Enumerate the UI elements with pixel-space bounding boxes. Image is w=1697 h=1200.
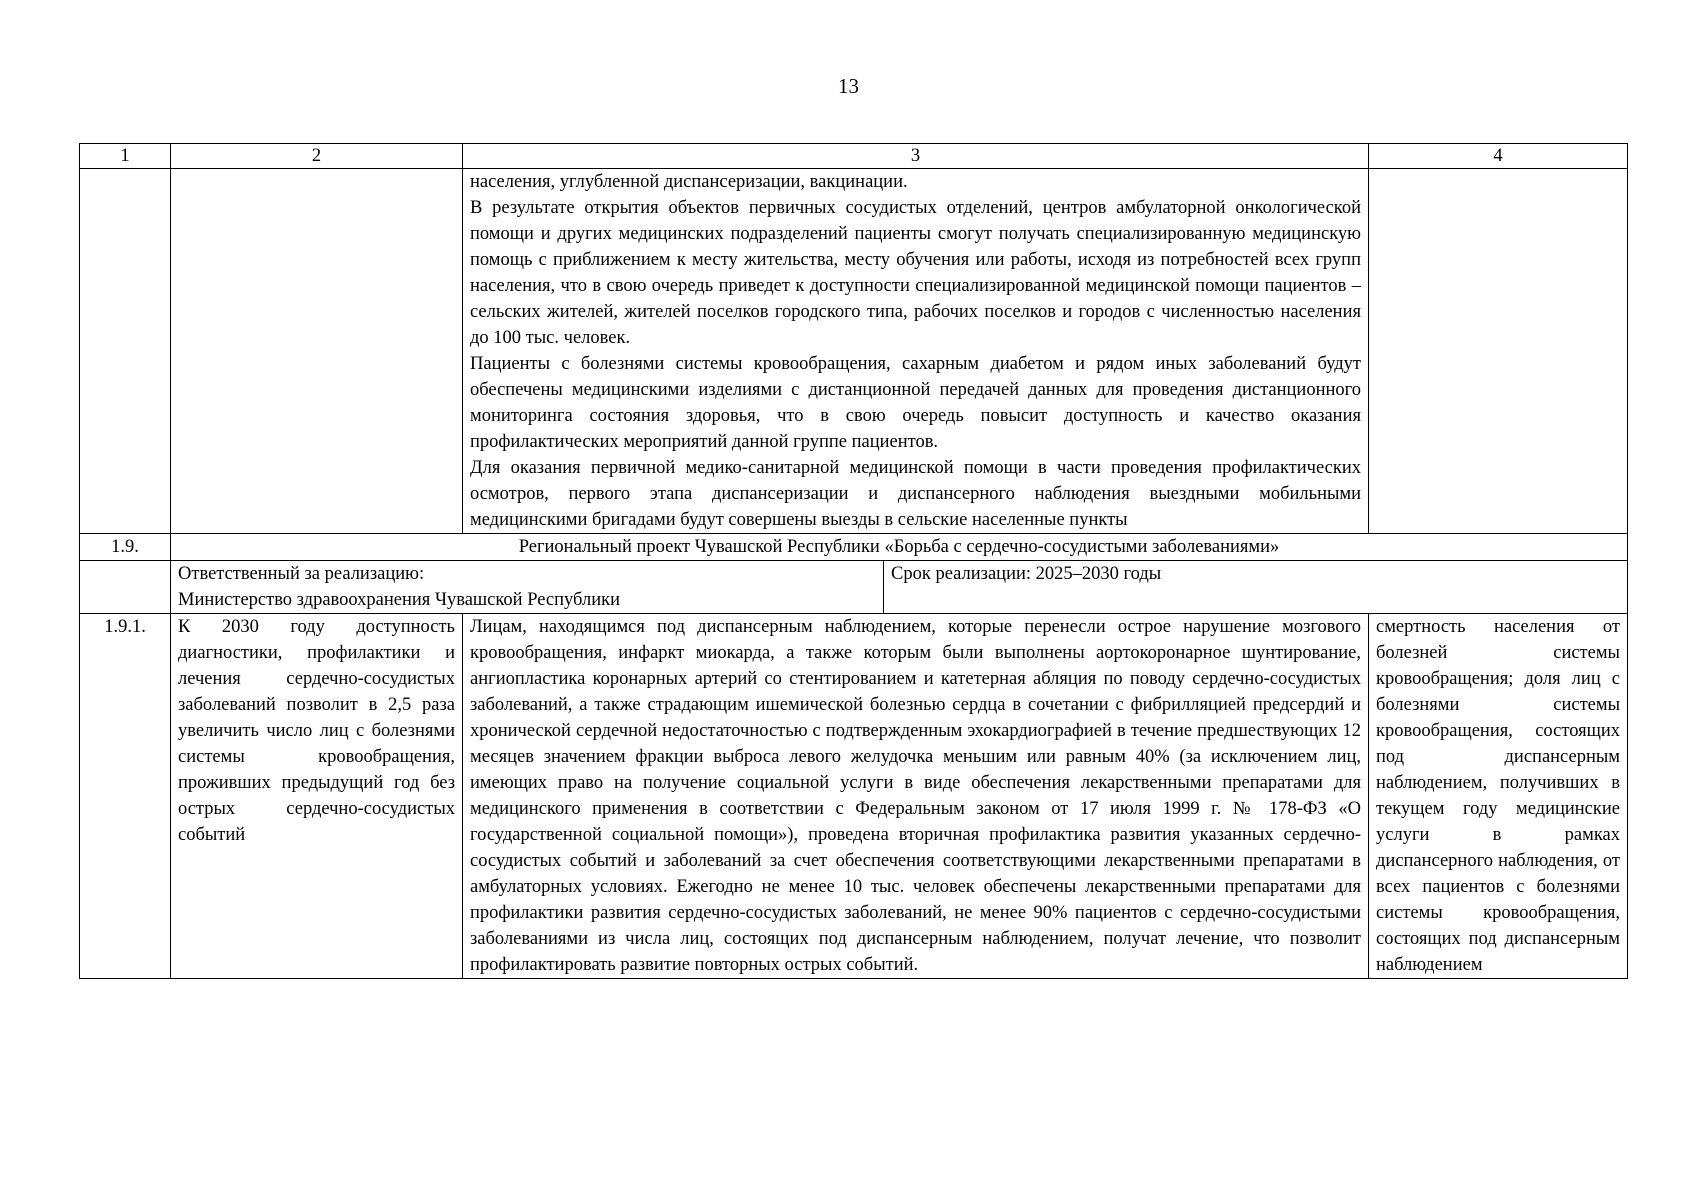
continuation-row — [80, 169, 1628, 534]
continuation-col-4 — [1369, 169, 1628, 534]
page-number: 13 — [838, 74, 859, 98]
table-header-row — [80, 144, 1628, 169]
paragraph: населения, углубленной диспансеризации, вакцинации. — [470, 172, 908, 192]
paragraph: Для оказания первичной медико-санитарной медицинской помощи в части проведения профилактических осмотров, первого этапа диспансеризации и диспансерного наблюдения выездными мобильными медицинскими бригадами будут совершены выезды в сельские населенные пункты — [470, 458, 1361, 530]
term-block — [884, 561, 1627, 613]
responsible-label: Ответственный за реализацию: — [178, 564, 425, 584]
continuation-description — [463, 169, 1369, 534]
responsible-block — [171, 561, 884, 613]
task-goal: К 2030 году доступность диагностики, профилактики и лечения сердечно-сосудистых заболеваний позволит в 2,5 раза увеличить число лиц с болезнями системы кровообращения, проживших предыдущий год без острых сердечно-сосудистых событий — [171, 614, 463, 979]
header-col-3: 3 — [463, 144, 1369, 169]
project-meta — [171, 561, 1628, 614]
task-row — [80, 614, 1628, 979]
header-col-1: 1 — [80, 144, 171, 169]
program-table — [79, 143, 1628, 979]
project-title-row — [80, 534, 1628, 561]
responsible-value: Министерство здравоохранения Чувашской Республики — [178, 590, 621, 610]
paragraph: В результате открытия объектов первичных сосудистых отделений, центров амбулаторной онкологической помощи и других медицинских подразделений пациенты смогут получать специализированную медицинскую помощь с приближением к месту жительства, месту обучения или работы, исходя из потребностей всех групп населения, что в свою очередь приведет к доступности специализированной медицинской помощи пациентов – сельских жителей, жителей поселков городского типа, рабочих поселков и городов с численностью населения до 100 тыс. человек. — [470, 198, 1361, 348]
paragraph: Пациенты с болезнями системы кровообращения, сахарным диабетом и рядом иных заболеваний будут обеспечены медицинскими изделиями с дистанционной передачей данных для проведения дистанционного мониторинга состояния здоровья, что в свою очередь повысит доступность и качество оказания профилактических мероприятий данной группе пациентов. — [470, 354, 1361, 452]
header-col-2: 2 — [171, 144, 463, 169]
project-meta-empty — [80, 561, 171, 614]
task-number: 1.9.1. — [80, 614, 171, 979]
header-col-4: 4 — [1369, 144, 1628, 169]
task-indicators: смертность населения от болезней системы кровообращения; доля лиц с болезнями системы кровообращения, состоящих под диспансерным наблюдением, получивших в текущем году медицинские услуги в рамках диспансерного наблюдения, от всех пациентов с болезнями системы кровообращения, состоящих под диспансерным наблюдением — [1369, 614, 1628, 979]
project-term: Срок реализации: 2025–2030 годы — [891, 564, 1162, 584]
task-description: Лицам, находящимся под диспансерным наблюдением, которые перенесли острое нарушение мозгового кровообращения, инфаркт миокарда, а также которым были выполнены аортокоронарное шунтирование, ангиопластика коронарных артерий со стентированием и катетерная абляция по поводу сердечно-сосудистых заболеваний, а также страдающим ишемической болезнью сердца в сочетании с фибрилляцией предсердий и хронической сердечной недостаточностью с подтвержденным эхокардиографией в течение предшествующих 12 месяцев значением фракции выброса левого желудочка меньшим или равным 40% (за исключением лиц, имеющих право на получение социальной услуги в виде обеспечения лекарственными препаратами для медицинского применения в соответствии с Федеральным законом от 17 июля 1999 г. № 178-ФЗ «О государственной социальной помощи»), проведена вторичная профилактика развития указанных сердечно-сосудистых событий и заболеваний за счет обеспечения соответствующими лекарственными препаратами в амбулаторных условиях. Ежегодно не менее 10 тыс. человек обеспечены лекарственными препаратами для профилактики развития сердечно-сосудистых заболеваний, не менее 90% пациентов с сердечно-сосудистыми заболеваниями из числа лиц, состоящих под диспансерным наблюдением, получат лечение, что позволит профилактировать развитие повторных острых событий. — [463, 614, 1369, 979]
continuation-col-1 — [80, 169, 171, 534]
project-title: Региональный проект Чувашской Республики «Борьба с сердечно-сосудистыми заболеваниями» — [171, 534, 1628, 561]
project-meta-row — [80, 561, 1628, 614]
continuation-col-2 — [171, 169, 463, 534]
project-number: 1.9. — [80, 534, 171, 561]
